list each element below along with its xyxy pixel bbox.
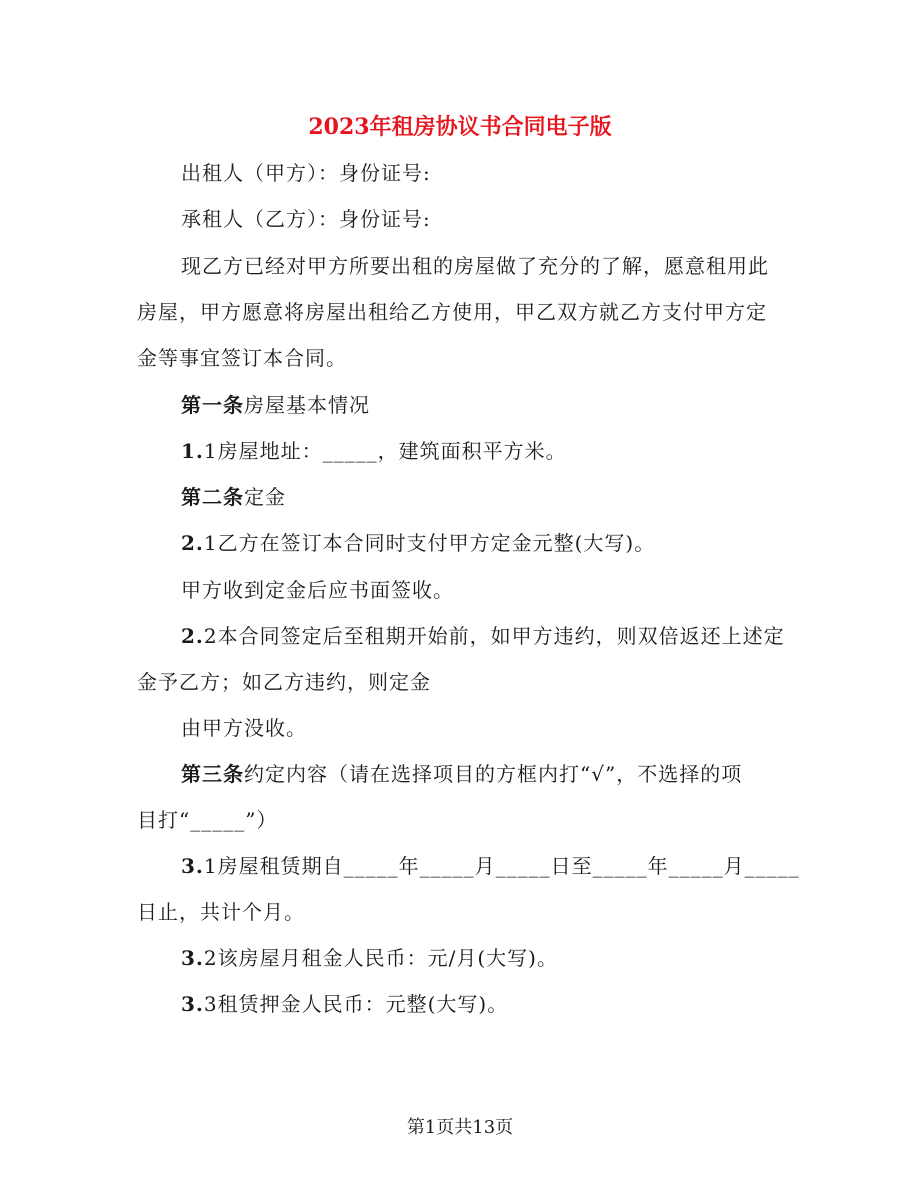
- clause-3-2: [181, 948, 558, 968]
- clause-text: 2本合同签定后至租期开始前，如甲方违约，则双倍返还上述定: [203, 624, 785, 648]
- clause-number: 3.: [181, 992, 204, 1016]
- page-number: 第1页共13页: [406, 1117, 514, 1138]
- article-1-title: 房屋基本情况: [244, 393, 370, 417]
- clause-text: 2该房屋月租金人民币：元/月(大写)。: [203, 946, 558, 970]
- document-title: 2023年租房协议书合同电子版: [308, 114, 612, 140]
- clause-number: 2.: [181, 531, 204, 555]
- intro-paragraph-line: 金等事宜签订本合同。: [137, 346, 347, 370]
- clause-2-1: [181, 533, 655, 553]
- clause-2-1-continued: 甲方收到定金后应书面签收。: [181, 578, 454, 602]
- article-2-heading: [181, 487, 286, 507]
- clause-number: 2.: [181, 624, 204, 648]
- clause-text: 3租赁押金人民币：元整(大写)。: [203, 992, 509, 1016]
- clause-number: 1.: [181, 439, 204, 463]
- article-3-label: 第三条: [181, 762, 244, 786]
- article-2-label: 第二条: [181, 485, 244, 509]
- article-1-heading: [181, 395, 370, 415]
- intro-paragraph-line: 房屋，甲方愿意将房屋出租给乙方使用，甲乙双方就乙方支付甲方定: [137, 300, 767, 324]
- article-3-continued: 目打“_____”）: [137, 808, 278, 832]
- clause-text: 1房屋地址：_____，建筑面积平方米。: [203, 439, 567, 463]
- clause-number: 3.: [181, 946, 204, 970]
- clause-text: 1房屋租赁期自_____年_____月_____日至_____年_____月_____: [203, 854, 800, 878]
- article-3-heading: [181, 764, 742, 784]
- lessee-line: 承租人（乙方）：身份证号:: [181, 207, 431, 231]
- lessor-line: 出租人（甲方）：身份证号:: [181, 161, 431, 185]
- article-1-label: 第一条: [181, 393, 244, 417]
- clause-2-2-continued: 金予乙方；如乙方违约，则定金: [137, 670, 431, 694]
- clause-2-2-continued: 由甲方没收。: [181, 716, 307, 740]
- clause-number: 3.: [181, 854, 204, 878]
- clause-2-2: [181, 626, 785, 646]
- clause-1-1: [181, 441, 567, 461]
- intro-paragraph-line: 现乙方已经对甲方所要出租的房屋做了充分的了解，愿意租用此: [181, 254, 769, 278]
- clause-text: 1乙方在签订本合同时支付甲方定金元整(大写)。: [203, 531, 656, 555]
- article-3-title: 约定内容（请在选择项目的方框内打“√”，不选择的项: [244, 762, 743, 786]
- clause-3-3: [181, 994, 508, 1014]
- clause-3-1-continued: 日止，共计个月。: [137, 900, 305, 924]
- clause-3-1: [181, 856, 800, 876]
- article-2-title: 定金: [244, 485, 286, 509]
